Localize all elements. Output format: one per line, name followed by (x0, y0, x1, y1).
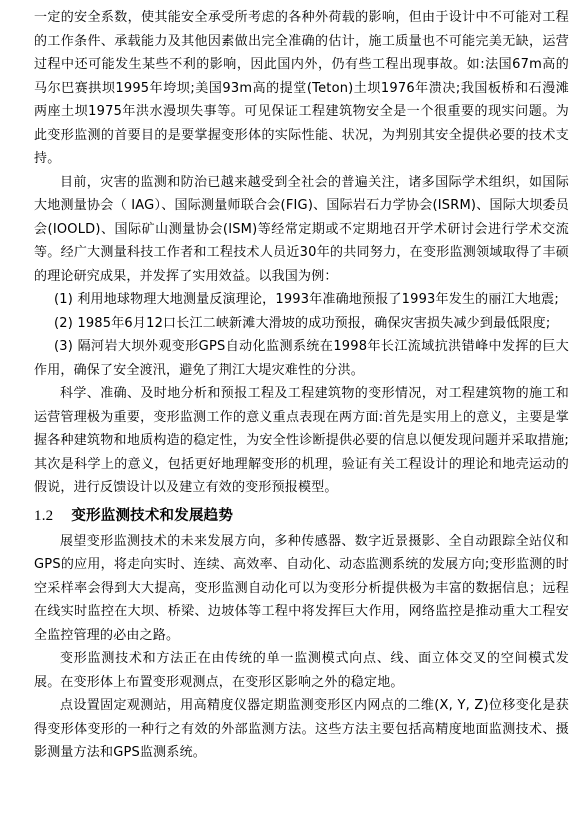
section-title: 变形监测技术和发展趋势 (71, 507, 234, 524)
list-item-lijiang-earthquake: (1) 利用地球物理大地测量反演理论，1993年准确地预报了1993年发生的丽江大地震; (54, 292, 559, 307)
paragraph-safety-factor: 一定的安全系数，使其能安全承受所考虑的各种外荷载的影响，但由于设计中不可能对工程的工作条件、承载能力及其他因素做出完全准确的估计，施工质量也不可能完美无缺，运营过程中还可能发生某些不利的影响，因此国内外，仍有些工程出现事故。如:法国67m高的马尔巴赛拱坝1995年垮坝;美国93m高的提堂(Teton)土坝1976年溃决;我国板桥和石漫滩两座土坝1975年洪水漫坝失事等。可见保证工程建筑物安全是一个很重要的现实问题。为此变形监测的首要目的是要掌握变形体的实际性能、状况，为判别其安全提供必要的技术支持。 (34, 10, 569, 166)
paragraph-fixed-stations: 点设置固定观测站，用高精度仪器定期监测变形区内网点的二维(X, Y, Z)位移变化是获得变形体变形的一种行之有效的外部监测方法。这些方法主要包括高精度地面监测技术、摄影测量方法和GPS监测系统。 (34, 698, 569, 760)
list-item-geheyan-dam-gps: (3) 隔河岩大坝外观变形GPS自动化监测系统在1998年长江流域抗洪错峰中发挥的巨大作用，确保了安全渡汛，避免了荆江大堤灾难性的分洪。 (34, 339, 569, 378)
paragraph-significance: 科学、准确、及时地分析和预报工程及工程建筑物的变形情况，对工程建筑物的施工和运营管理极为重要，变形监测工作的意义重点表现在两方面:首先是实用上的意义，主要是掌握各种建筑物和地质构造的稳定性，为安全性诊断提供必要的信息以便发现问题并采取措施;其次是科学上的意义，包括更好地理解变形的机理，验证有关工程设计的理论和地壳运动的假说，进行反馈设计以及建立有效的变形预报模型。 (34, 386, 569, 495)
list-item-xintan-landslide: (2) 1985年6月12口长江二峡新滩大滑坡的成功预报，确保灾害损失减少到最低限度; (54, 315, 551, 331)
paragraph-international-attention: 目前，灾害的监测和防治已越来越受到全社会的普遍关注，诸多国际学术组织，如国际大地测量协会（ IAG）、国际测量师联合会(FIG)、国际岩石力学协会(ISRM)、国际大坝委员会(IOOLD)、国际矿山测量协会(ISM)等经常定期或不定期地召开学术研讨会进行学术交流等。经广大测量科技工作者和工程技术人员近30年的共同努力，在变形监测领域取得了丰硕的理论研究成果，并发挥了实用效益。以我国为例： (34, 174, 569, 284)
paragraph-future-direction: 展望变形监测技术的未来发展方向，多种传感器、数字近景摄影、全自动跟踪全站仪和GPS的应用，将走向实时、连续、高效率、自动化、动态监测系统的发展方向;变形监测的时空采样率会得到大大提高，变形监测自动化可以为变形分析提供极为丰富的数据信息；远程在线实时监控在大坝、桥梁、边坡体等工程中将发挥巨大作用，网络监控是推动重大工程安全监控管理的必由之路。 (34, 533, 569, 643)
paragraph-monitoring-modes: 变形监测技术和方法正在由传统的单一监测模式向点、线、面立体交叉的空间模式发展。在变形体上布置变形观测点，在变形区影响之外的稳定地。 (34, 651, 569, 690)
section-number: 1.2 (34, 507, 54, 524)
section-heading (34, 502, 569, 530)
